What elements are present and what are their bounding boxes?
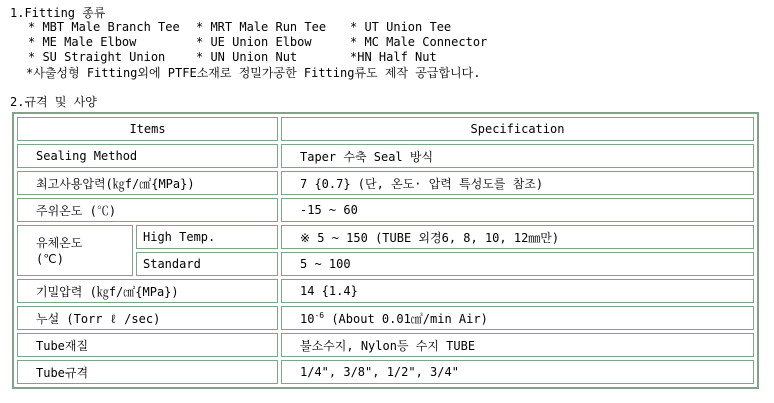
row-label-leak: 누설 (Torr ℓ /sec) bbox=[17, 306, 278, 330]
section2-title: 2.규격 및 사양 bbox=[10, 95, 97, 109]
leak-base: 10 bbox=[300, 311, 315, 326]
table-row bbox=[17, 225, 754, 249]
fitting-type-me: * ME Male Elbow bbox=[28, 35, 137, 49]
leak-exponent: -6 bbox=[314, 310, 325, 320]
row-label-tube-material: Tube재질 bbox=[17, 333, 278, 357]
table-row bbox=[17, 360, 754, 384]
row-label-sealing: Sealing Method bbox=[17, 144, 278, 168]
row-label-standard: Standard bbox=[136, 252, 278, 276]
table-header-row bbox=[17, 117, 754, 141]
row-label-max-pressure: 최고사용압력(㎏f/㎠{MPa}) bbox=[17, 171, 278, 195]
table-row bbox=[17, 279, 754, 303]
section1-title: 1.Fitting 종류 bbox=[10, 6, 106, 20]
fluid-temp-label: 유체온도 bbox=[36, 235, 83, 250]
header-specification: Specification bbox=[281, 117, 754, 141]
row-value-tube-size: 1/4", 3/8", 1/2", 3/4" bbox=[281, 360, 754, 384]
fitting-type-mc: * MC Male Connector bbox=[350, 35, 488, 49]
fitting-type-un: * UN Union Nut bbox=[196, 50, 298, 64]
fitting-type-hn: *HN Half Nut bbox=[350, 50, 437, 64]
leak-rest: (About 0.01㎤/min Air) bbox=[324, 311, 488, 326]
row-value-sealing: Taper 수축 Seal 방식 bbox=[281, 144, 754, 168]
row-label-high-temp: High Temp. bbox=[136, 225, 278, 249]
fitting-type-mrt: * MRT Male Run Tee bbox=[196, 20, 327, 34]
fitting-type-ut: * UT Union Tee bbox=[350, 20, 452, 34]
row-label-tube-size: Tube규격 bbox=[17, 360, 278, 384]
table-row bbox=[17, 144, 754, 168]
section1-note: *사출성형 Fitting외에 PTFE소재로 정밀가공한 Fitting류도 제작 공급합니다. bbox=[26, 66, 481, 80]
spec-table bbox=[12, 112, 759, 389]
fitting-type-mbt: * MBT Male Branch Tee bbox=[28, 20, 180, 34]
header-items: Items bbox=[17, 117, 278, 141]
row-value-airtight: 14 {1.4} bbox=[281, 279, 754, 303]
fitting-type-su: * SU Straight Union bbox=[28, 50, 166, 64]
row-value-ambient-temp: -15 ~ 60 bbox=[281, 198, 754, 222]
row-label-fluid-temp bbox=[17, 225, 133, 276]
row-value-tube-material: 불소수지, Nylon등 수지 TUBE bbox=[281, 333, 754, 357]
table-row bbox=[17, 198, 754, 222]
fitting-type-ue: * UE Union Elbow bbox=[196, 35, 312, 49]
row-value-standard: 5 ~ 100 bbox=[281, 252, 754, 276]
table-row bbox=[17, 333, 754, 357]
row-value-leak bbox=[281, 306, 754, 330]
row-value-max-pressure: 7 {0.7} (단, 온도· 압력 특성도를 참조) bbox=[281, 171, 754, 195]
row-label-ambient-temp: 주위온도 (℃) bbox=[17, 198, 278, 222]
row-value-high-temp: ※ 5 ~ 150 (TUBE 외경6, 8, 10, 12㎜만) bbox=[281, 225, 754, 249]
fluid-temp-unit: (℃) bbox=[36, 251, 64, 266]
table-row bbox=[17, 171, 754, 195]
table-row bbox=[17, 306, 754, 330]
row-label-airtight: 기밀압력 (㎏f/㎠{MPa}) bbox=[17, 279, 278, 303]
